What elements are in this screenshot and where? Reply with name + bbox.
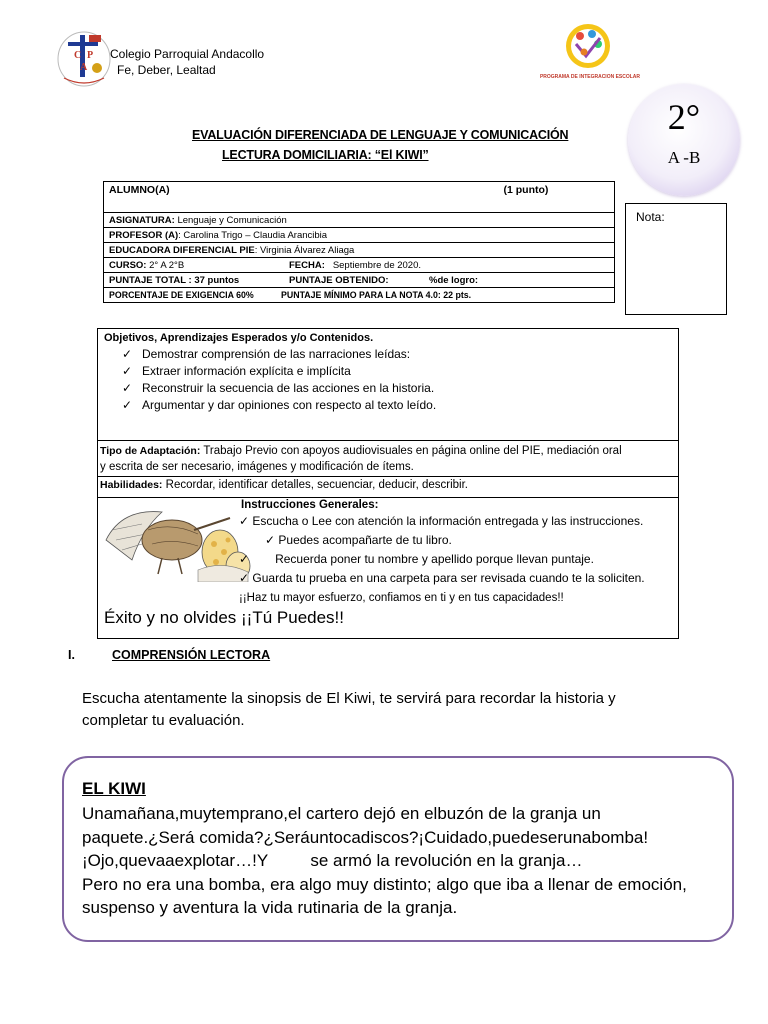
puntaje-obtenido: PUNTAJE OBTENIDO:	[289, 274, 389, 286]
educadora-value: : Virginia Álvarez Aliaga	[254, 244, 355, 256]
instructions-row	[98, 498, 678, 638]
profesor-label: PROFESOR (A)	[109, 229, 179, 241]
pie-program-name: PROGRAMA DE INTEGRACION ESCOLAR	[539, 74, 641, 80]
nota-label: Nota:	[636, 210, 665, 224]
kiwi-illustration	[102, 500, 252, 582]
encouragement-text: Éxito y no olvides ¡¡Tú Puedes!!	[104, 608, 345, 627]
list-item: ✓ Demostrar comprensión de las narraciones leídas:	[122, 347, 411, 361]
objectives-list	[122, 346, 436, 414]
synopsis-line: Pero no era una bomba, era algo muy distinto; algo que iba a llenar de emoción,	[82, 874, 687, 894]
adaptation-text-2: y escrita de ser necesario, imágenes y modificación de ítems.	[100, 461, 414, 473]
fecha-label: FECHA:	[289, 259, 325, 271]
grade-badge	[628, 84, 740, 196]
check-icon: ✓	[122, 347, 133, 361]
school-motto: Fe, Deber, Lealtad	[117, 63, 216, 77]
exigencia: PORCENTAJE DE EXIGENCIA 60%	[109, 289, 254, 300]
synopsis-line: paquete.¿Será comida?¿Seráuntocadiscos?¡Cuidado,puedeserunabomba!	[82, 827, 649, 847]
school-info	[110, 46, 264, 78]
puntaje-minimo: PUNTAJE MÍNIMO PARA LA NOTA 4.0: 22 pts.	[281, 289, 472, 300]
adaptation-text: Trabajo Previo con apoyos audiovisuales en página online del PIE, mediación oral	[200, 445, 622, 457]
instruction-line: ✓ Puedes acompañarte de tu libro.	[265, 533, 452, 547]
educadora-label: EDUCADORA DIFERENCIAL PIE	[109, 244, 255, 256]
objectives-table	[97, 328, 679, 639]
section-number: I.	[68, 648, 75, 662]
table-row	[104, 213, 615, 228]
objectives-heading: Objetivos, Aprendizajes Esperados y/o Contenidos.	[104, 332, 374, 344]
adaptation-label: Tipo de Adaptación:	[100, 445, 201, 457]
check-icon: ✓	[122, 364, 133, 378]
table-row	[104, 273, 615, 288]
profesor-value: : Carolina Trigo – Claudia Arancibia	[178, 229, 328, 241]
svg-text:A: A	[80, 62, 88, 73]
check-icon: ✓	[239, 552, 250, 566]
asignatura-value: Lenguaje y Comunicación	[177, 214, 287, 226]
school-logo	[56, 30, 112, 88]
table-row	[104, 288, 615, 303]
skills-text: Recordar, identificar detalles, secuenciar, deducir, describir.	[162, 479, 468, 491]
synopsis-title: EL KIWI	[82, 779, 146, 798]
synopsis-line: ¡Ojo,quevaaexplotar…!Y se armó la revolución en la granja…	[82, 851, 583, 870]
synopsis-line: Unamañana,muytemprano,el cartero dejó en elbuzón de la granja un	[82, 804, 601, 823]
alumno-cell[interactable]	[104, 182, 615, 213]
list-item: ✓ Extraer información explícita e implícita	[122, 364, 351, 378]
asignatura-label: ASIGNATURA:	[109, 214, 175, 226]
page-title: EVALUACIÓN DIFERENCIADA DE LENGUAJE Y COMUNICACIÓN	[192, 128, 569, 142]
instruction-line: ✓ Guarda tu prueba en una carpeta para ser revisada cuando te la soliciten.	[239, 571, 645, 585]
alumno-points: (1 punto)	[503, 184, 549, 196]
skills-row	[98, 477, 678, 498]
list-item: ✓ Reconstruir la secuencia de las acciones en la historia.	[122, 381, 435, 395]
svg-text:C: C	[74, 50, 82, 61]
fecha-value: Septiembre de 2020.	[332, 259, 422, 271]
curso-value: 2° A 2°B	[149, 259, 185, 271]
skills-label: Habilidades:	[100, 479, 163, 491]
instruction-line: ¡¡Haz tu mayor esfuerzo, confiamos en ti y en tus capacidades!!	[239, 592, 564, 604]
synopsis-line: suspenso y aventura la vida rutinaria de la granja.	[82, 898, 458, 917]
instruction-line: ✓ Recuerda poner tu nombre y apellido porque llevan puntaje.	[239, 552, 594, 566]
check-icon: ✓	[122, 398, 133, 412]
adaptation-row	[98, 441, 678, 477]
section-intro: Escucha atentamente la sinopsis de El Kiwi, te servirá para recordar la historia y completar tu evaluación.	[82, 690, 616, 729]
pie-program-logo	[520, 22, 660, 82]
instruction-line: ✓ Escucha o Lee con atención la información entregada y las instrucciones.	[239, 514, 644, 528]
school-name: Colegio Parroquial Andacollo	[110, 47, 265, 61]
curso-label: CURSO:	[109, 259, 147, 271]
grade-number: 2°	[667, 97, 701, 137]
table-row	[104, 243, 615, 258]
section-title: COMPRENSIÓN LECTORA	[112, 648, 271, 662]
instructions-heading: Instrucciones Generales:	[241, 499, 379, 511]
synopsis-text	[82, 802, 722, 920]
check-icon: ✓	[122, 381, 133, 395]
student-info-table	[103, 181, 615, 303]
objectives-row	[98, 329, 678, 441]
table-row	[104, 182, 615, 213]
puntaje-total: PUNTAJE TOTAL : 37 puntos	[109, 274, 240, 286]
page-subtitle: LECTURA DOMICILIARIA: “El KIWI”	[222, 148, 429, 162]
logro-label: %de logro:	[429, 274, 479, 286]
table-row	[104, 228, 615, 243]
alumno-label: ALUMNO(A)	[109, 184, 170, 196]
list-item: ✓ Argumentar y dar opiniones con respecto al texto leído.	[122, 398, 437, 412]
svg-text:P: P	[87, 50, 94, 61]
grade-section: A -B	[667, 148, 701, 167]
table-row	[104, 258, 615, 273]
